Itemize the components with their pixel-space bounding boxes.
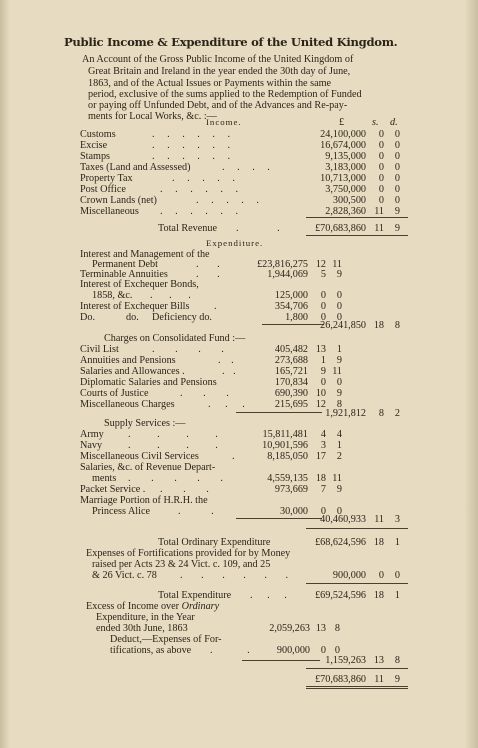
- debt-shillings: 5: [320, 269, 326, 280]
- income-pounds: 2,828,360: [325, 206, 366, 217]
- supply-pounds: 10,901,596: [262, 440, 308, 451]
- grand-total-rule-top: [306, 668, 408, 669]
- excess-shillings: 13: [315, 623, 326, 634]
- consolidated-pounds: 273,688: [274, 355, 308, 366]
- income-pence: 0: [394, 195, 400, 206]
- income-label: Customs: [80, 129, 116, 140]
- total-expenditure-pounds: £69,524,596: [315, 590, 366, 601]
- income-shillings: 0: [378, 129, 384, 140]
- income-pounds: 24,100,000: [320, 129, 366, 140]
- supply-pounds: 15,811,481: [262, 429, 308, 440]
- supply-pence: 9: [336, 484, 342, 495]
- debt-label: Interest of Exchequer Bills: [80, 301, 190, 312]
- income-shillings: 0: [378, 195, 384, 206]
- dot-leader: . .: [218, 355, 238, 366]
- excess-pounds: 2,059,263: [269, 623, 310, 634]
- intro-line: An Account of the Gross Public Income of the United Kingdom of: [82, 54, 354, 65]
- supply-label: Salaries, &c. of Revenue Depart-: [80, 462, 216, 473]
- excess-line: [86, 601, 219, 612]
- debt-pounds: 354,706: [274, 301, 308, 312]
- income-rule: [306, 217, 408, 218]
- income-label: Property Tax: [80, 173, 133, 184]
- dot-leader: . . . .: [222, 162, 275, 173]
- ordinary-pounds: £68,624,596: [315, 537, 366, 548]
- excess-line: ended 30th June, 1863: [96, 623, 188, 634]
- income-pounds: 300,500: [332, 195, 366, 206]
- debt-label: 1858, &c.: [92, 290, 133, 301]
- consolidated-rule: [236, 412, 322, 413]
- debt-pounds: 1,800: [285, 312, 308, 323]
- consolidated-label: Courts of Justice: [80, 388, 149, 399]
- pounds-column-header: £: [339, 117, 345, 128]
- dot-leader: . . . .: [128, 429, 230, 440]
- ordinary-pence: 1: [394, 537, 400, 548]
- dot-leader: .: [232, 451, 235, 462]
- supply-total-pence: 3: [394, 514, 400, 525]
- ordinary-expenditure-label: Total Ordinary Expenditure: [158, 537, 271, 548]
- supply-heading: Supply Services :—: [104, 418, 186, 429]
- fortifications-pounds: 900,000: [332, 570, 366, 581]
- income-pence: 9: [394, 206, 400, 217]
- consolidated-label: Salaries and Allowances .: [80, 366, 185, 377]
- income-pence: 0: [394, 151, 400, 162]
- debt-label: Permanent Debt: [92, 259, 158, 270]
- consolidated-pounds: 690,390: [274, 388, 308, 399]
- shillings-column-header: s.: [372, 117, 379, 128]
- debt-pounds: 125,000: [274, 290, 308, 301]
- intro-line: period, exclusive of the sums applied to the Redemption of Funded: [88, 89, 362, 100]
- supply-pence: 1: [336, 440, 342, 451]
- supply-pounds: 973,669: [274, 484, 308, 495]
- grand-total-shillings: 11: [374, 674, 384, 685]
- consolidated-shillings: 9: [320, 366, 326, 377]
- total-expenditure-label: Total Expenditure: [158, 590, 232, 601]
- supply-label: Marriage Portion of H.R.H. the: [80, 495, 208, 506]
- debt-pence: 11: [332, 259, 342, 270]
- income-pounds: 3,750,000: [325, 184, 366, 195]
- income-label: Miscellaneous: [80, 206, 139, 217]
- debt-rule: [262, 324, 324, 325]
- consolidated-pounds: 405,482: [274, 344, 308, 355]
- income-pence: 0: [394, 140, 400, 151]
- total-expenditure-shillings: 18: [373, 590, 384, 601]
- debt-shillings: 12: [315, 259, 326, 270]
- debt-pence: 9: [336, 269, 342, 280]
- income-pence: 0: [394, 162, 400, 173]
- dot-leader: . .: [196, 269, 228, 280]
- consolidated-label: Civil List: [80, 344, 119, 355]
- consolidated-total-pence: 2: [394, 408, 400, 419]
- fortifications-shillings: 0: [378, 570, 384, 581]
- dot-leader: . . .: [250, 590, 293, 601]
- income-shillings: 0: [378, 184, 384, 195]
- dot-leader: . . . . .: [196, 195, 264, 206]
- income-shillings: 0: [378, 140, 384, 151]
- dot-leader: . . .: [208, 399, 251, 410]
- debt-label: Interest of Exchequer Bonds,: [80, 279, 199, 290]
- income-pounds: 9,135,000: [325, 151, 366, 162]
- debt-pence: 0: [336, 312, 342, 323]
- consolidated-pounds: 170,834: [274, 377, 308, 388]
- supply-label: Princess Alice: [92, 506, 151, 517]
- supply-shillings: 0: [320, 506, 326, 517]
- dot-leader: . .: [222, 366, 239, 377]
- supply-label: Navy: [80, 440, 103, 451]
- net-excess-shillings: 13: [373, 655, 384, 666]
- consolidated-total-pounds: 1,921,812: [325, 408, 366, 419]
- income-heading: Income.: [206, 117, 242, 127]
- dot-leader: . . . . . .: [160, 184, 244, 195]
- supply-pence: 0: [336, 506, 342, 517]
- excess-pence: 8: [334, 623, 340, 634]
- excess-rule: [242, 660, 320, 661]
- fortifications-text: raised per Acts 23 & 24 Vict. c. 109, and 25: [92, 559, 271, 570]
- income-pounds: 3,183,000: [325, 162, 366, 173]
- supply-total-shillings: 11: [374, 514, 384, 525]
- income-shillings: 0: [378, 162, 384, 173]
- supply-pence: 4: [336, 429, 342, 440]
- ordinary-rule: [306, 528, 408, 529]
- page-title: Public Income & Expenditure of the United Kingdom.: [64, 35, 398, 49]
- dot-leader: . . . .: [128, 440, 230, 451]
- grand-total-pence: 9: [394, 674, 400, 685]
- debt-pence: 0: [336, 301, 342, 312]
- income-label: Post Office: [80, 184, 126, 195]
- deduct-pounds: 900,000: [276, 645, 310, 656]
- total-revenue-shillings: 11: [374, 223, 384, 234]
- debt-shillings: 0: [320, 312, 326, 323]
- grand-total-rule-double: [306, 688, 408, 689]
- intro-line: Great Britain and Ireland in the year ended the 30th day of June,: [88, 66, 351, 77]
- consolidated-shillings: 10: [315, 388, 326, 399]
- supply-shillings: 4: [320, 429, 326, 440]
- supply-label: Miscellaneous Civil Services: [80, 451, 199, 462]
- total-expenditure-pence: 1: [394, 590, 400, 601]
- excess-text: Excess of Income over: [86, 601, 182, 612]
- debt-label: Terminable Annuities: [80, 269, 168, 280]
- debt-label: Do.: [80, 312, 95, 323]
- income-label: Excise: [80, 140, 108, 151]
- fortifications-text: Expenses of Fortifications provided for by Money: [86, 548, 291, 559]
- debt-shillings: 0: [320, 290, 326, 301]
- consolidated-label: Annuities and Pensions: [80, 355, 176, 366]
- supply-shillings: 18: [315, 473, 326, 484]
- debt-label: Interest and Management of the: [80, 249, 210, 260]
- dot-leader: . .: [210, 645, 266, 656]
- income-shillings: 0: [378, 151, 384, 162]
- pence-column-header: d.: [390, 117, 398, 128]
- income-label: Stamps: [80, 151, 111, 162]
- consolidated-pence: 9: [336, 355, 342, 366]
- supply-pounds: 4,559,135: [267, 473, 308, 484]
- excess-line: Deduct,—Expenses of For-: [110, 634, 222, 645]
- income-shillings: 11: [374, 206, 384, 217]
- ordinary-shillings: 18: [373, 537, 384, 548]
- supply-pence: 2: [336, 451, 342, 462]
- total-expenditure-rule: [306, 583, 408, 584]
- income-pounds: 16,674,000: [320, 140, 366, 151]
- intro-line: or paying off Unfunded Debt, and of the Advances and Re-pay-: [88, 100, 348, 111]
- income-shillings: 0: [378, 173, 384, 184]
- consolidated-label: Diplomatic Salaries and Pensions: [80, 377, 217, 388]
- consolidated-pounds: 215,695: [274, 399, 308, 410]
- supply-label: Packet Service .: [80, 484, 146, 495]
- debt-label: do.: [126, 312, 139, 323]
- consolidated-total-shillings: 8: [378, 408, 384, 419]
- supply-label: ments: [92, 473, 117, 484]
- excess-text-italic: Ordinary: [181, 601, 220, 612]
- expenditure-heading: Expenditure.: [206, 238, 264, 248]
- excess-line: tifications, as above: [110, 645, 192, 656]
- dot-leader: . .: [178, 506, 228, 517]
- net-excess-pounds: 1,159,263: [325, 655, 366, 666]
- deduct-pence: 0: [334, 645, 340, 656]
- consolidated-pounds: 165,721: [274, 366, 308, 377]
- income-label: Taxes (Land and Assessed): [80, 162, 191, 173]
- dot-leader: . .: [196, 259, 228, 270]
- consolidated-heading: Charges on Consolidated Fund :—: [104, 333, 246, 344]
- dot-leader: . . . . . .: [160, 206, 244, 217]
- excess-line: Expenditure, in the Year: [96, 612, 195, 623]
- dot-leader: . .: [236, 223, 298, 234]
- intro-line: ments for Local Works, &c. :—: [88, 111, 217, 122]
- dot-leader: . . .: [160, 484, 218, 495]
- income-label: Crown Lands (net): [80, 195, 157, 206]
- dot-leader: .: [214, 301, 217, 312]
- debt-pence: 0: [336, 290, 342, 301]
- income-pounds: 10,713,000: [320, 173, 366, 184]
- dot-leader: . . . . . .: [152, 129, 236, 140]
- supply-pounds: 8,185,050: [267, 451, 308, 462]
- consolidated-pence: 1: [336, 344, 342, 355]
- total-revenue-pence: 9: [394, 223, 400, 234]
- consolidated-shillings: 13: [315, 344, 326, 355]
- supply-label: Army: [80, 429, 104, 440]
- debt-label: Deficiency do.: [152, 312, 212, 323]
- total-revenue-pounds: £70,683,860: [315, 223, 366, 234]
- debt-shillings: 0: [320, 301, 326, 312]
- consolidated-shillings: 12: [315, 399, 326, 410]
- consolidated-label: Miscellaneous Charges: [80, 399, 175, 410]
- debt-pounds: £23,816,275: [257, 259, 308, 270]
- debt-total-pounds: 26,241,850: [320, 320, 366, 331]
- consolidated-shillings: 0: [320, 377, 326, 388]
- debt-total-shillings: 18: [373, 320, 384, 331]
- fortifications-pence: 0: [394, 570, 400, 581]
- supply-pounds: 30,000: [279, 506, 308, 517]
- dot-leader: . . . . . .: [152, 140, 236, 151]
- consolidated-shillings: 1: [320, 355, 326, 366]
- deduct-shillings: 0: [320, 645, 326, 656]
- dot-leader: . . . .: [152, 344, 233, 355]
- dot-leader: . . .: [180, 388, 238, 399]
- supply-shillings: 17: [315, 451, 326, 462]
- debt-pounds: 1,944,069: [267, 269, 308, 280]
- supply-shillings: 7: [320, 484, 326, 495]
- income-pence: 0: [394, 184, 400, 195]
- net-excess-pence: 8: [394, 655, 400, 666]
- income-total-rule: [306, 235, 408, 236]
- income-pence: 0: [394, 129, 400, 140]
- supply-pence: 11: [332, 473, 342, 484]
- supply-rule: [236, 518, 322, 519]
- debt-total-pence: 8: [394, 320, 400, 331]
- consolidated-pence: 9: [336, 388, 342, 399]
- consolidated-pence: 0: [336, 377, 342, 388]
- dot-leader: . . . . .: [172, 173, 240, 184]
- consolidated-pence: 11: [332, 366, 342, 377]
- dot-leader: . . . . . .: [180, 570, 297, 581]
- dot-leader: . . . . .: [128, 473, 232, 484]
- total-revenue-label: Total Revenue: [158, 223, 217, 234]
- supply-total-pounds: 40,460,933: [320, 514, 366, 525]
- consolidated-pence: 8: [336, 399, 342, 410]
- grand-total-rule-bottom: [306, 686, 408, 687]
- fortifications-text: & 26 Vict. c. 78: [92, 570, 157, 581]
- dot-leader: . . .: [150, 290, 198, 301]
- income-pence: 0: [394, 173, 400, 184]
- supply-shillings: 3: [320, 440, 326, 451]
- intro-line: 1863, and of the Actual Issues or Payments within the same: [88, 78, 332, 89]
- grand-total-pounds: £70,683,860: [315, 674, 366, 685]
- dot-leader: . . . . . .: [152, 151, 236, 162]
